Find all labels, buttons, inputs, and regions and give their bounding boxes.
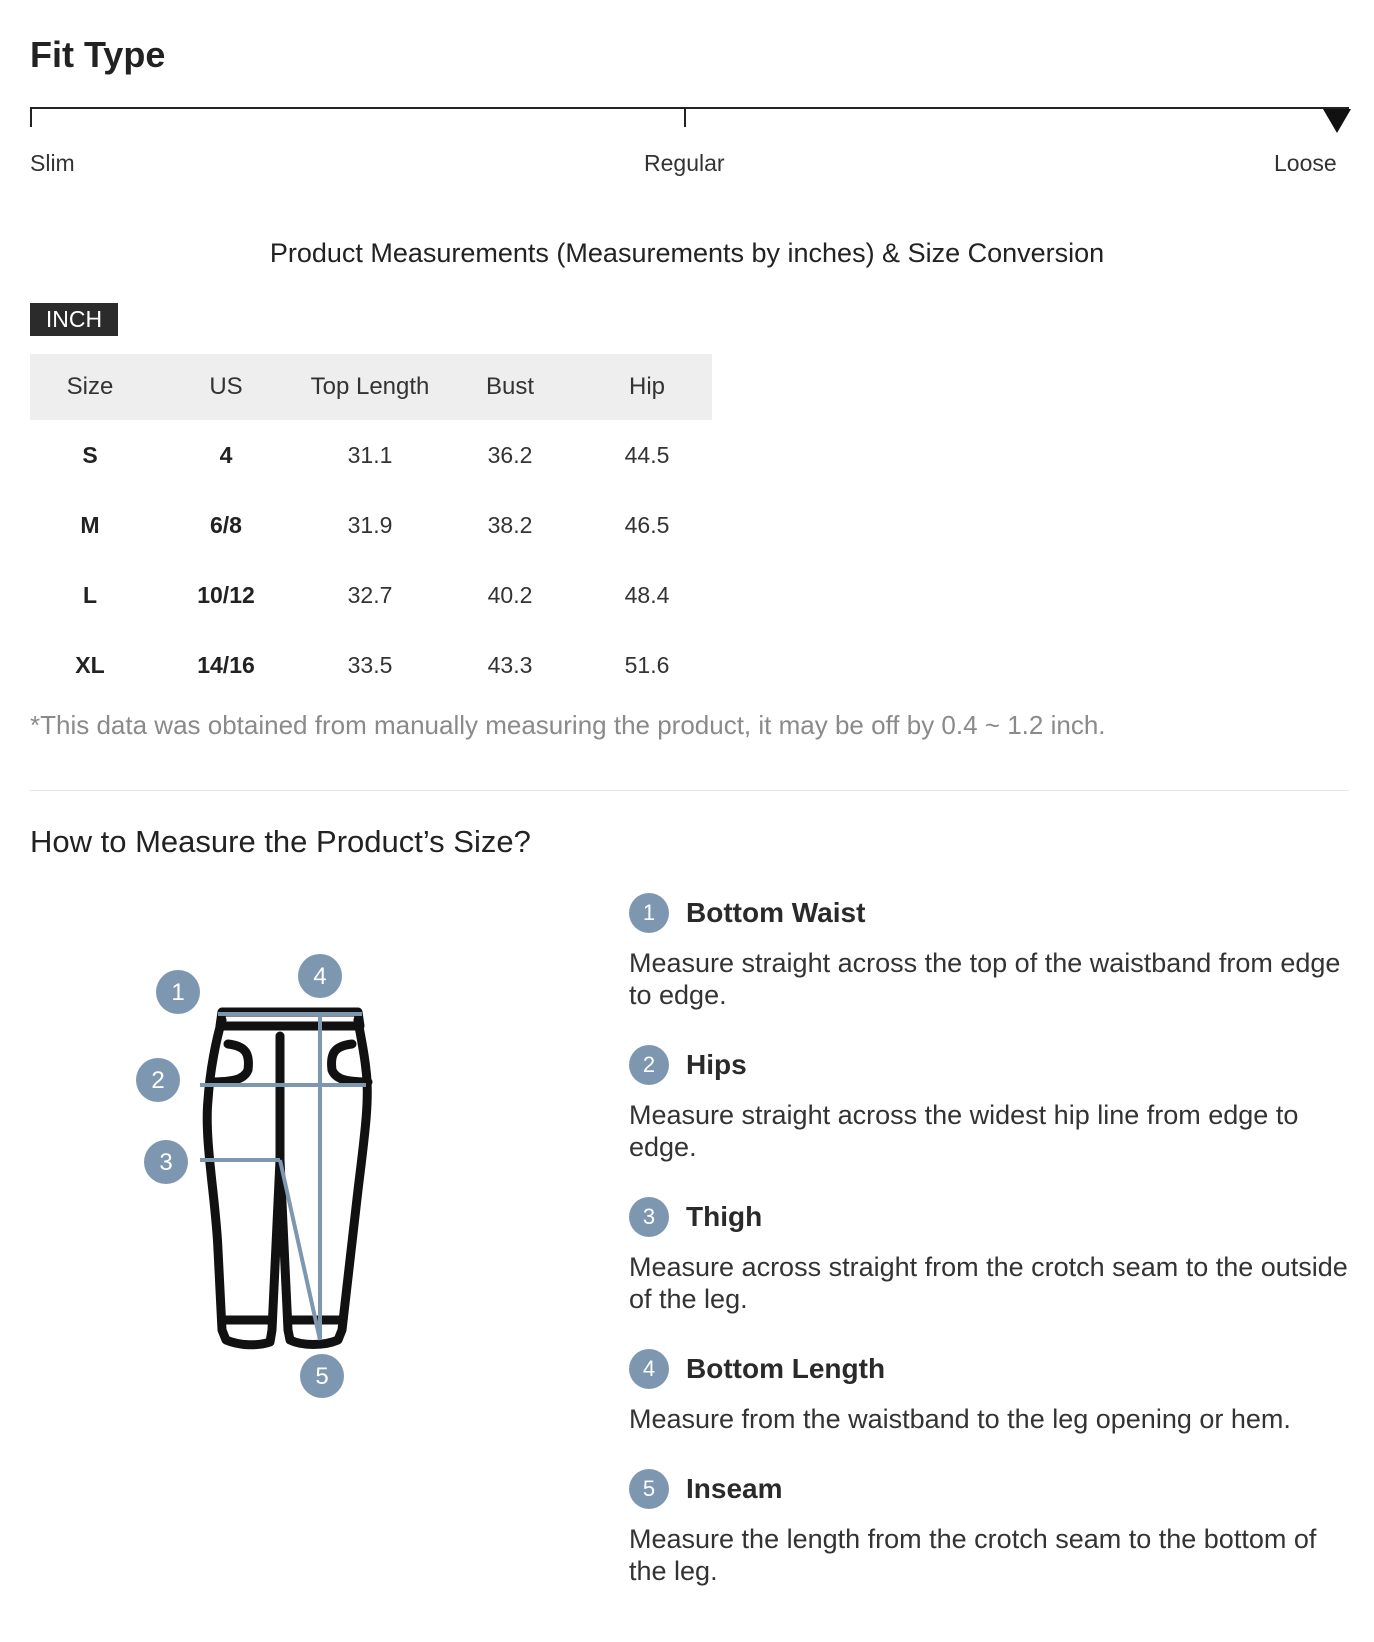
step-number-badge: 1 [629,893,669,933]
section-divider [30,790,1349,791]
cell-bust: 43.3 [487,651,533,678]
step-number-badge: 3 [629,1197,669,1237]
table-header-row [30,354,712,420]
cell-size: L [82,581,98,608]
step-hips [629,1045,1349,1163]
step-title: Thigh [686,1201,763,1232]
fit-label-slim: Slim [30,150,75,176]
step-description: Measure straight across the top of the waistband from edge to edge. [629,948,1341,1010]
step-bottom-waist [629,893,1349,1011]
fit-label-loose: Loose [1274,150,1337,176]
table-row [30,420,712,490]
step-title: Bottom Waist [686,897,866,928]
marker-3-label: 3 [159,1149,173,1176]
measure-steps [629,893,1349,1621]
cell-top-length: 31.1 [347,441,393,468]
table-row [30,630,712,700]
header-hip: Hip [582,354,712,420]
cell-bust: 38.2 [487,511,533,538]
cell-top-length: 32.7 [347,581,393,608]
step-inseam [629,1469,1349,1587]
header-top-length: Top Length [302,354,438,420]
table-row [30,560,712,630]
fit-selected-marker-icon [1323,109,1351,133]
cell-size: M [80,511,100,538]
measurements-title: Product Measurements (Measurements by inches) & Size Conversion [269,238,1105,268]
cell-size: S [82,441,98,468]
marker-2-label: 2 [151,1067,165,1094]
fit-type-title: Fit Type [30,34,166,75]
step-description: Measure straight across the widest hip line from edge to edge. [629,1100,1299,1162]
table-row [30,490,712,560]
step-description: Measure the length from the crotch seam to the bottom of the leg. [629,1524,1317,1586]
cell-hip: 51.6 [624,651,670,678]
cell-us: 14/16 [197,651,255,678]
step-description: Measure across straight from the crotch seam to the outside of the leg. [629,1252,1348,1314]
cell-top-length: 33.5 [347,651,393,678]
step-number-badge: 5 [629,1469,669,1509]
step-title: Bottom Length [686,1353,886,1384]
size-table [30,354,712,700]
cell-us: 4 [219,441,233,468]
step-title: Hips [686,1049,747,1080]
step-number-badge: 2 [629,1045,669,1085]
cell-hip: 48.4 [624,581,670,608]
measurement-note: *This data was obtained from manually measuring the product, it may be off by 0.4 ~ 1.2 inch. [30,710,1106,740]
cell-hip: 46.5 [624,511,670,538]
step-bottom-length [629,1349,1349,1435]
cell-bust: 40.2 [487,581,533,608]
marker-1-label: 1 [171,979,185,1006]
fit-scale-line [30,107,1349,109]
fit-tick-slim [30,107,32,127]
header-us: US [150,354,302,420]
marker-5-label: 5 [315,1363,329,1390]
header-bust: Bust [438,354,582,420]
step-thigh [629,1197,1349,1315]
cell-top-length: 31.9 [347,511,393,538]
how-to-measure-title: How to Measure the Product’s Size? [30,824,531,859]
cell-us: 6/8 [210,511,242,538]
cell-bust: 36.2 [487,441,533,468]
fit-label-regular: Regular [644,150,725,176]
cell-hip: 44.5 [624,441,670,468]
fit-tick-regular [684,107,686,127]
step-title: Inseam [686,1473,783,1504]
unit-badge[interactable]: INCH [30,303,118,336]
step-description: Measure from the waistband to the leg opening or hem. [629,1404,1291,1434]
pants-outline-icon [207,1012,368,1345]
pants-diagram [130,930,390,1410]
header-size: Size [30,354,150,420]
step-number-badge: 4 [629,1349,669,1389]
cell-size: XL [75,651,105,678]
cell-us: 10/12 [197,581,255,608]
marker-4-label: 4 [313,963,327,990]
